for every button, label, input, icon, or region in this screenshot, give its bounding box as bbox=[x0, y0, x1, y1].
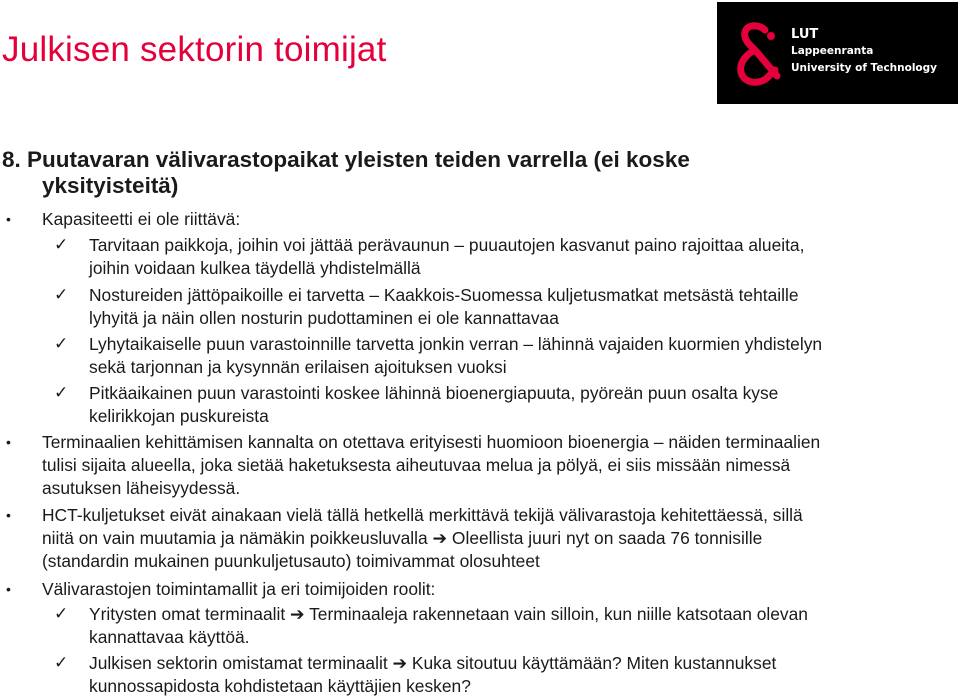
heading-line-1: 8. Puutavaran välivarastopaikat yleisten teiden varrella (ei koske bbox=[2, 147, 690, 172]
ampersand-logo-icon bbox=[735, 22, 783, 86]
sub-4-1-line-2: kannattavaa käyttöä. bbox=[89, 627, 250, 647]
sub-1-1-line-1: Tarvitaan paikkoja, joihin voi jättää perävaunun – puuautojen kasvanut paino rajoittaa alueita, bbox=[89, 235, 805, 255]
logo-line-lut: LUT bbox=[791, 27, 819, 42]
bullet-3-line-3: (standardin mukainen puunkuljetusauto) toimivammat olosuhteet bbox=[42, 551, 540, 571]
logo-line-lappeenranta: Lappeenranta bbox=[791, 45, 874, 57]
sub-4-2-line-1: Julkisen sektorin omistamat terminaalit ➔ Kuka sitoutuu käyttämään? Miten kustannukset bbox=[89, 653, 777, 673]
check-icon: ✓ bbox=[54, 604, 69, 624]
bullet-dot: • bbox=[6, 434, 11, 450]
check-icon: ✓ bbox=[54, 653, 69, 673]
sub-1-2-line-2: lyhyitä ja näin ollen nosturin pudottaminen ei ole kannattavaa bbox=[89, 308, 559, 328]
sub-1-3-line-1: Lyhytaikaiselle puun varastoinnille tarvetta jonkin verran – lähinnä vajaiden kuormien yhdistelyn bbox=[89, 334, 823, 354]
sub-1-1-line-2: joihin voidaan kulkea täydellä yhdistelmällä bbox=[89, 258, 421, 278]
bullet-2-line-1: Terminaalien kehittämisen kannalta on otettava erityisesti huomioon bioenergia – näiden terminaalien bbox=[42, 432, 821, 452]
lut-logo bbox=[717, 2, 958, 104]
sub-1-4-line-1: Pitkäaikainen puun varastointi koskee lähinnä bioenergiapuuta, pyöreän puun osalta kyse bbox=[89, 383, 779, 403]
sub-4-1-line-1: Yritysten omat terminaalit ➔ Terminaaleja rakennetaan vain silloin, kun niille katsotaan olevan bbox=[89, 604, 808, 624]
sub-1-2-line-1: Nostureiden jättöpaikoille ei tarvetta – Kaakkois-Suomessa kuljetusmatkat metsästä tehtaille bbox=[89, 285, 799, 305]
bullet-3-line-1: HCT-kuljetukset eivät ainakaan vielä tällä hetkellä merkittävä tekijä välivarastoja kehitettäessä, sillä bbox=[42, 505, 803, 525]
sub-1-3-line-2: sekä tarjonnan ja kysynnän erilaisen ajoituksen vuoksi bbox=[89, 357, 507, 377]
check-icon: ✓ bbox=[54, 334, 69, 354]
sub-4-2-line-2: kunnossapidosta kohdistetaan käyttäjien kesken? bbox=[89, 676, 471, 696]
bullet-3-line-2: niitä on vain muutamia ja nämäkin poikkeusluvalla ➔ Oleellista juuri nyt on saada 76 tonnisille bbox=[42, 528, 763, 548]
bullet-dot: • bbox=[6, 507, 11, 523]
bullet-dot: • bbox=[6, 211, 11, 227]
check-icon: ✓ bbox=[54, 383, 69, 403]
logo-line-university: University of Technology bbox=[791, 62, 938, 74]
heading-line-2: yksityisteitä) bbox=[42, 173, 179, 198]
slide-title: Julkisen sektorin toimijat bbox=[2, 30, 387, 69]
bullet-1-text: Kapasiteetti ei ole riittävä: bbox=[42, 209, 241, 229]
check-icon: ✓ bbox=[54, 285, 69, 305]
sub-1-4-line-2: kelirikkojan puskureista bbox=[89, 406, 269, 426]
bullet-4-text: Välivarastojen toimintamallit ja eri toimijoiden roolit: bbox=[42, 579, 436, 599]
bullet-2-line-2: tulisi sijaita alueella, joka sietää haketuksesta aiheutuvaa melua ja pölyä, ei siis missään nimessä bbox=[42, 455, 791, 475]
check-icon: ✓ bbox=[54, 235, 69, 255]
bullet-2-line-3: asutuksen läheisyydessä. bbox=[42, 478, 241, 498]
bullet-dot: • bbox=[6, 581, 11, 597]
